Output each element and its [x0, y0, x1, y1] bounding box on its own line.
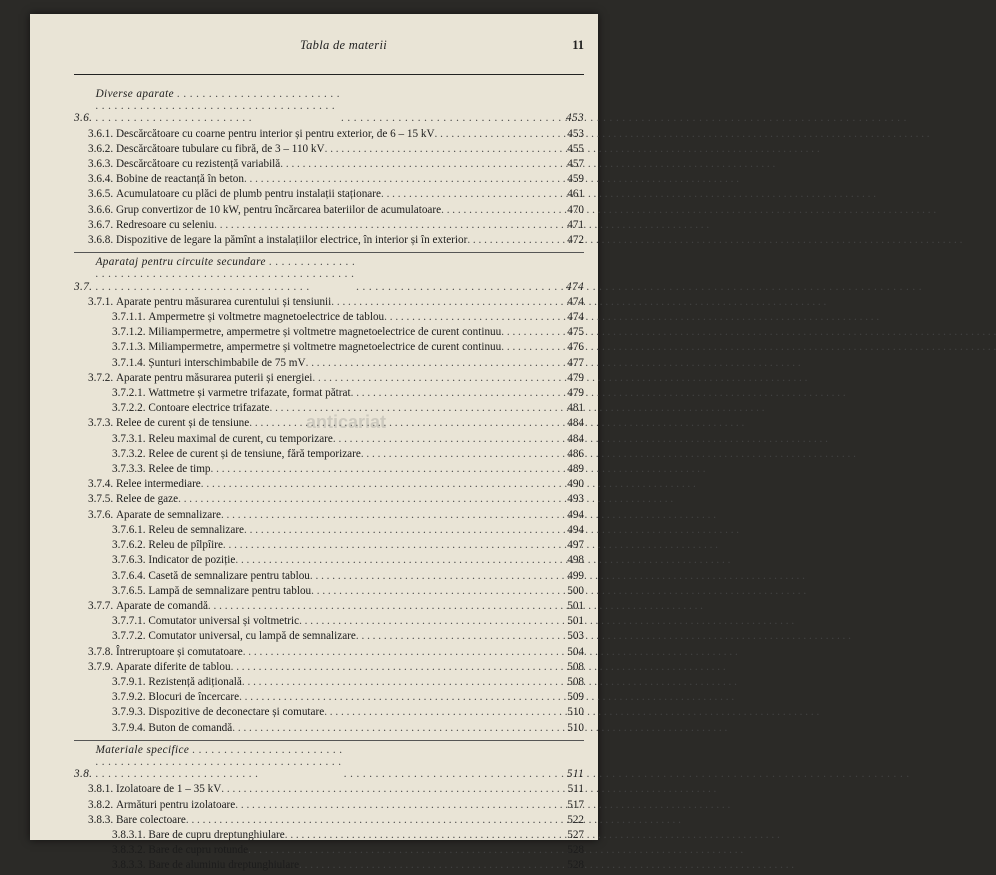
entry-title: Casetă de semnalizare pentru tablou [148, 569, 310, 582]
entry-title: Grup convertizor de 10 kW, pentru încărcarea bateriilor de acumulatoare [115, 203, 442, 216]
entry-page: 517 [567, 798, 584, 811]
entry-title: Bare de cupru rotunde [148, 844, 249, 857]
toc-entry[interactable] [74, 296, 584, 308]
entry-number: 3.6. [74, 112, 96, 125]
entry-page: 490 [567, 478, 584, 491]
leader-dots [311, 585, 556, 597]
entry-number: 3.7.7.1. [112, 615, 149, 628]
toc-entry[interactable] [74, 326, 584, 338]
toc-entry[interactable] [74, 554, 584, 566]
entry-number: 3.6.8. [88, 234, 116, 247]
toc-entry[interactable] [74, 646, 584, 658]
entry-number: 3.7.6.2. [112, 539, 149, 552]
entry-page: 508 [567, 660, 584, 673]
entry-page: 457 [567, 158, 584, 171]
leader-dots [221, 509, 556, 521]
entry-title: Relee de curent și de tensiune [115, 417, 250, 430]
leader-dots [501, 326, 556, 338]
header-title: Tabla de materii [300, 38, 387, 52]
leader-dots [341, 112, 556, 124]
leader-dots [356, 630, 556, 642]
entry-page: 453 [567, 127, 584, 140]
entry-title: Comutator universal și voltmetric [148, 615, 300, 628]
toc-entry[interactable] [74, 630, 584, 642]
header-rule [74, 74, 584, 75]
entry-number: 3.7.8. [88, 645, 116, 658]
leader-dots [244, 524, 556, 536]
entry-page: 500 [567, 584, 584, 597]
toc-entry[interactable] [74, 829, 584, 841]
entry-number: 3.7.3.3. [112, 463, 149, 476]
entry-number: 3.7.9.4. [112, 721, 149, 734]
leader-dots [244, 173, 556, 185]
entry-title: Ampermetre și voltmetre magnetoelectrice de tablou [148, 311, 385, 324]
entry-page: 511 [566, 768, 584, 781]
entry-title: Materiale specifice . . . [96, 744, 344, 781]
toc-entry[interactable] [74, 814, 584, 826]
entry-page: 494 [567, 508, 584, 521]
entry-number: 3.8.3.2. [112, 844, 149, 857]
entry-title: Redresoare cu seleniu [115, 218, 215, 231]
entry-title: Aparate pentru măsurarea puterii și energiei [115, 371, 313, 384]
entry-number: 3.7.2.1. [112, 387, 149, 400]
entry-number: 3.8.3. [88, 813, 116, 826]
leader-dots [501, 341, 556, 353]
entry-title: Relee de gaze [115, 493, 179, 506]
entry-number: 3.8.3.3. [112, 859, 149, 872]
toc-entry[interactable] [74, 493, 584, 505]
entry-title: Miliampermetre, ampermetre și voltmetre magnetoelectrice de curent continuu [148, 341, 502, 354]
entry-title: Izolatoare de 1 – 35 kV [115, 783, 222, 796]
entry-page: 474 [567, 295, 584, 308]
entry-page: 503 [567, 630, 584, 643]
entry-page: 504 [567, 645, 584, 658]
entry-title: Contoare electrice trifazate [148, 402, 270, 415]
toc-section[interactable] [74, 256, 584, 293]
toc-entry[interactable] [74, 570, 584, 582]
toc-entry[interactable] [74, 783, 584, 795]
entry-title: Lampă de semnalizare pentru tablou [148, 584, 312, 597]
toc-entry[interactable] [74, 219, 584, 231]
entry-number: 3.7.6.1. [112, 523, 149, 536]
leader-dots [243, 646, 556, 658]
entry-number: 3.8.1. [88, 783, 116, 796]
leader-dots [285, 829, 556, 841]
entry-number: 3.6.7. [88, 218, 116, 231]
entry-title: Aparate pentru măsurarea curentului și tensiunii [115, 295, 332, 308]
leader-dots [214, 219, 556, 231]
entry-page: 527 [567, 828, 584, 841]
entry-number: 3.7.6. [88, 508, 116, 521]
entry-page: 497 [567, 539, 584, 552]
entry-number: 3.7.3.1. [112, 432, 149, 445]
leader-dots [211, 463, 557, 475]
entry-title: Aparate diferite de tablou [115, 660, 231, 673]
entry-title: Relee intermediare [115, 478, 201, 491]
toc-section[interactable] [74, 744, 584, 781]
leader-dots [186, 814, 556, 826]
leader-dots [325, 143, 556, 155]
leader-dots [324, 706, 556, 718]
leader-dots [384, 311, 556, 323]
toc-entry[interactable] [74, 372, 584, 384]
leader-dots [306, 357, 556, 369]
entry-number: 3.7.5. [88, 493, 116, 506]
leader-dots [249, 417, 556, 429]
table-of-contents [74, 88, 584, 875]
entry-number: 3.7.6.4. [112, 569, 149, 582]
entry-page: 477 [567, 356, 584, 369]
entry-title: Releu de pîlpîire [148, 539, 223, 552]
leader-dots [232, 722, 556, 734]
toc-entry[interactable] [74, 706, 584, 718]
entry-title: Descărcătoare cu coarne pentru interior și pentru exterior, de 6 – 15 kV [115, 127, 435, 140]
toc-entry[interactable] [74, 661, 584, 673]
entry-number: 3.7.3.2. [112, 447, 149, 460]
entry-number: 3.6.3. [88, 158, 116, 171]
toc-entry[interactable] [74, 433, 584, 445]
toc-entry[interactable] [74, 204, 584, 216]
entry-number: 3.8. [74, 768, 96, 781]
leader-dots [310, 570, 556, 582]
page-header [74, 38, 584, 58]
entry-page: 509 [567, 691, 584, 704]
entry-number: 3.6.6. [88, 203, 116, 216]
entry-number: 3.8.3.1. [112, 828, 149, 841]
entry-title: Buton de comandă [148, 721, 233, 734]
toc-entry[interactable] [74, 615, 584, 627]
entry-number: 3.7.1.3. [112, 341, 149, 354]
entry-page: 484 [567, 417, 584, 430]
entry-page: 481 [567, 402, 584, 415]
leader-dots [235, 554, 556, 566]
entry-page: 472 [567, 234, 584, 247]
entry-page: 508 [567, 675, 584, 688]
entry-page: 475 [567, 326, 584, 339]
toc-entry[interactable] [74, 341, 584, 353]
toc-entry[interactable] [74, 357, 584, 369]
leader-dots [235, 799, 556, 811]
entry-number: 3.8.2. [88, 798, 116, 811]
leader-dots [333, 433, 556, 445]
entry-page: 474 [566, 280, 584, 293]
entry-title: Diverse aparate . . . [96, 88, 342, 125]
entry-page: 501 [567, 599, 584, 612]
entry-page: 528 [567, 844, 584, 857]
toc-entry[interactable] [74, 539, 584, 551]
leader-dots [239, 691, 556, 703]
entry-page: 459 [567, 173, 584, 186]
entry-number: 3.7.2.2. [112, 402, 149, 415]
toc-entry[interactable] [74, 158, 584, 170]
entry-page: 499 [567, 569, 584, 582]
entry-title: Dispozitive de deconectare și comutare [148, 706, 325, 719]
entry-title: Bare de cupru dreptunghiulare [148, 828, 285, 841]
leader-dots [221, 783, 556, 795]
entry-title: Wattmetre și varmetre trifazate, format pătrat [148, 387, 351, 400]
entry-number: 3.7.1.1. [112, 311, 149, 324]
entry-number: 3.7.1.4. [112, 356, 149, 369]
entry-number: 3.7.9.2. [112, 691, 149, 704]
leader-dots [201, 478, 556, 490]
toc-entry[interactable] [74, 676, 584, 688]
leader-dots [344, 768, 556, 780]
entry-title: Releu de semnalizare [148, 523, 245, 536]
toc-entry[interactable] [74, 143, 584, 155]
entry-page: 461 [567, 188, 584, 201]
entry-number: 3.7.9.1. [112, 675, 149, 688]
leader-dots [178, 493, 556, 505]
entry-title: Acumulatoare cu plăci de plumb pentru instalații staționare [115, 188, 381, 201]
entry-number: 3.7.7.2. [112, 630, 149, 643]
leader-dots [381, 188, 556, 200]
entry-title: Aparataj pentru circuite secundare . . . [96, 256, 357, 293]
toc-entry[interactable] [74, 128, 584, 140]
toc-entry[interactable] [74, 799, 584, 811]
entry-number: 3.7.1.2. [112, 326, 149, 339]
toc-entry[interactable] [74, 600, 584, 612]
entry-page: 453 [566, 112, 584, 125]
toc-entry[interactable] [74, 691, 584, 703]
entry-number: 3.7.6.5. [112, 584, 149, 597]
leader-dots [223, 539, 556, 551]
entry-page: 511 [567, 783, 584, 796]
toc-entry[interactable] [74, 463, 584, 475]
section-divider [74, 252, 584, 253]
entry-title: Bare de aluminiu dreptunghiulare [148, 859, 300, 872]
entry-page: 501 [567, 615, 584, 628]
entry-number: 3.7.7. [88, 599, 116, 612]
entry-page: 470 [567, 203, 584, 216]
entry-number: 3.7.3. [88, 417, 116, 430]
toc-entry[interactable] [74, 387, 584, 399]
leader-dots [248, 844, 556, 856]
entry-number: 3.7.4. [88, 478, 116, 491]
leader-dots [312, 372, 556, 384]
entry-page: 474 [567, 311, 584, 324]
toc-entry[interactable] [74, 722, 584, 734]
toc-entry[interactable] [74, 509, 584, 521]
toc-entry[interactable] [74, 188, 584, 200]
toc-entry[interactable] [74, 859, 584, 871]
entry-number: 3.7.1. [88, 295, 116, 308]
entry-title: Șunturi interschimbabile de 75 mV [148, 356, 306, 369]
entry-page: 493 [567, 493, 584, 506]
entry-title: Dispozitive de legare la pămînt a instalațiilor electrice, în interior și în exterior [115, 234, 468, 247]
entry-title: Indicator de poziție [148, 554, 236, 567]
toc-entry[interactable] [74, 311, 584, 323]
leader-dots [242, 676, 556, 688]
entry-title: Întreruptoare și comutatoare [115, 645, 243, 658]
leader-dots [280, 158, 556, 170]
leader-dots [467, 234, 556, 246]
leader-dots [208, 600, 556, 612]
entry-title: Comutator universal, cu lampă de semnalizare [148, 630, 356, 643]
entry-title: Blocuri de încercare [148, 691, 240, 704]
entry-title: Aparate de semnalizare [115, 508, 221, 521]
entry-number: 3.7.9. [88, 660, 116, 673]
entry-page: 528 [567, 859, 584, 872]
entry-page: 510 [567, 706, 584, 719]
toc-entry[interactable] [74, 844, 584, 856]
entry-page: 494 [567, 523, 584, 536]
leader-dots [299, 615, 556, 627]
leader-dots [351, 387, 556, 399]
toc-entry[interactable] [74, 173, 584, 185]
entry-number: 3.7. [74, 280, 96, 293]
toc-entry[interactable] [74, 524, 584, 536]
toc-entry[interactable] [74, 585, 584, 597]
leader-dots [299, 859, 556, 871]
toc-section[interactable] [74, 88, 584, 125]
entry-number: 3.6.1. [88, 127, 116, 140]
entry-title: Descărcătoare cu rezistență variabilă [115, 158, 281, 171]
toc-entry[interactable] [74, 234, 584, 246]
entry-title: Releu maximal de curent, cu temporizare [148, 432, 333, 445]
entry-title: Rezistență adițională [148, 675, 242, 688]
entry-page: 498 [567, 554, 584, 567]
toc-entry[interactable] [74, 478, 584, 490]
entry-page: 486 [567, 447, 584, 460]
leader-dots [231, 661, 556, 673]
entry-page: 484 [567, 432, 584, 445]
entry-number: 3.6.5. [88, 188, 116, 201]
entry-page: 522 [567, 813, 584, 826]
entry-title: Descărcătoare tubulare cu fibră, de 3 – 110 kV [115, 142, 325, 155]
watermark: anticariat [306, 412, 387, 432]
entry-number: 3.6.4. [88, 173, 116, 186]
section-divider [74, 740, 584, 741]
entry-title: Bare colectoare [115, 813, 186, 826]
entry-number: 3.6.2. [88, 142, 116, 155]
leader-dots [435, 128, 556, 140]
leader-dots [441, 204, 556, 216]
entry-title: Relee de curent și de tensiune, fără temporizare [148, 447, 361, 460]
entry-page: 476 [567, 341, 584, 354]
entry-title: Relee de timp [148, 463, 211, 476]
entry-title: Armături pentru izolatoare [115, 798, 236, 811]
entry-page: 455 [567, 142, 584, 155]
entry-title: Miliampermetre, ampermetre și voltmetre magnetoelectrice de curent continuu [148, 326, 502, 339]
entry-page: 471 [567, 218, 584, 231]
entry-number: 3.7.2. [88, 371, 116, 384]
page-number: 11 [572, 38, 584, 52]
entry-number: 3.7.9.3. [112, 706, 149, 719]
entry-page: 489 [567, 463, 584, 476]
leader-dots [361, 448, 556, 460]
entry-page: 479 [567, 371, 584, 384]
book-page [30, 14, 598, 872]
entry-number: 3.7.6.3. [112, 554, 149, 567]
entry-title: Bobine de reactanță în beton [115, 173, 244, 186]
entry-title: Aparate de comandă [115, 599, 208, 612]
leader-dots [356, 281, 556, 293]
toc-entry[interactable] [74, 448, 584, 460]
entry-page: 510 [567, 721, 584, 734]
entry-page: 479 [567, 387, 584, 400]
leader-dots [331, 296, 556, 308]
